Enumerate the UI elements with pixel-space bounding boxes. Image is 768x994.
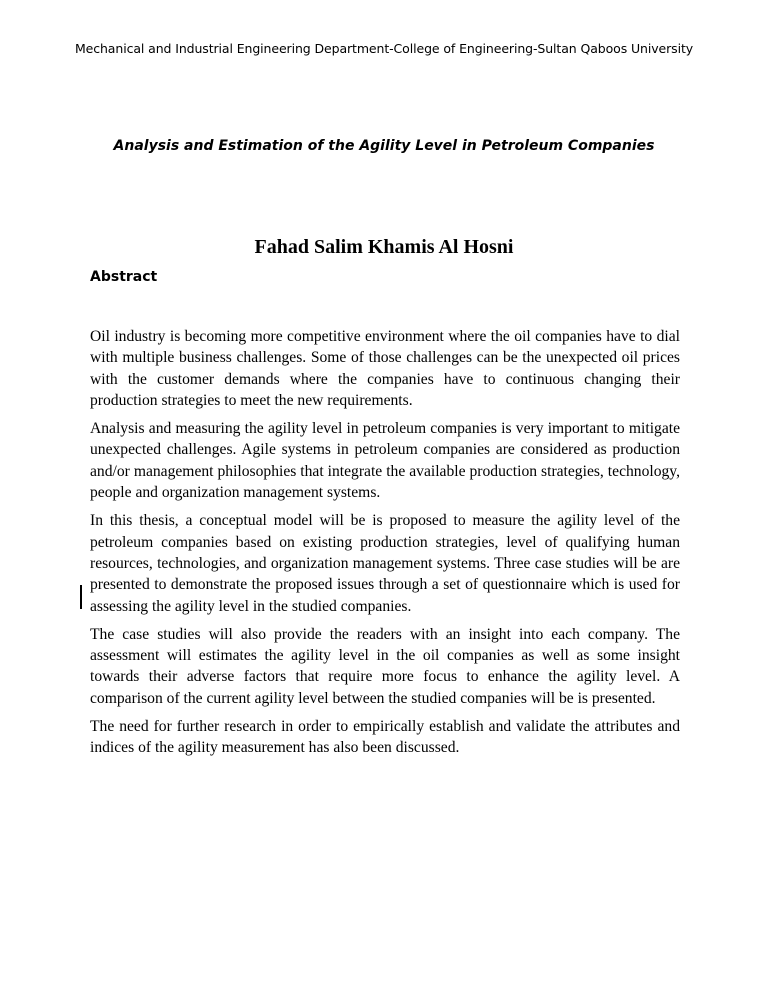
abstract-paragraph-5: The need for further research in order to empirically establish and validate the attributes and indices of the agility measurement has also been discussed. <box>90 718 680 757</box>
document-title: Analysis and Estimation of the Agility Level in Petroleum Companies <box>113 138 655 154</box>
revision-change-bar <box>80 585 82 609</box>
author-name: Fahad Salim Khamis Al Hosni <box>254 236 514 258</box>
abstract-paragraph-3: In this thesis, a conceptual model will be is proposed to measure the agility level of the petroleum companies based on existing production strategies, level of qualifying human resources, technologies, and organization management systems. Three case studies will be are presented to demonstrate the proposed issues through a set of questionnaire which is used for assessing the agility level in the studied companies. <box>90 512 680 615</box>
abstract-body <box>90 326 680 766</box>
page-header: Mechanical and Industrial Engineering Department-College of Engineering-Sultan Qaboos University <box>74 41 694 56</box>
abstract-heading: Abstract <box>90 269 158 285</box>
abstract-paragraph-4: The case studies will also provide the readers with an insight into each company. The assessment will estimates the agility level in the oil companies as well as some insight towards their adverse factors that require more focus to enhance the agility level. A comparison of the current agility level between the studied companies will be is presented. <box>90 625 680 707</box>
abstract-paragraph-2: Analysis and measuring the agility level in petroleum companies is very important to mitigate unexpected challenges. Agile systems in petroleum companies are considered as production and/or management philosophies that integrate the available production strategies, technology, people and organization management systems. <box>90 420 680 502</box>
abstract-paragraph-1: Oil industry is becoming more competitive environment where the oil companies have to dial with multiple business challenges. Some of those challenges can be the unexpected oil prices with the customer demands where the companies have to continuous changing their production strategies to meet the new requirements. <box>90 328 680 409</box>
